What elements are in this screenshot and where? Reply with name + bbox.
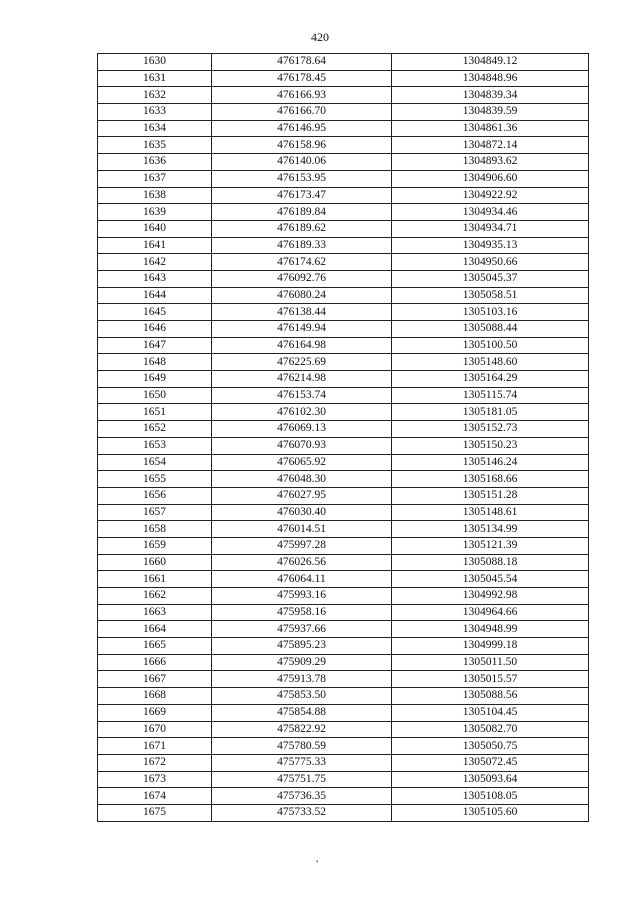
x-coordinate-cell: 476214.98 (212, 371, 392, 388)
point-number-cell: 1651 (98, 404, 212, 421)
y-coordinate-cell: 1304861.36 (392, 120, 589, 137)
table-row (98, 487, 589, 504)
point-number-cell: 1642 (98, 254, 212, 271)
y-coordinate-cell: 1304964.66 (392, 604, 589, 621)
x-coordinate-cell: 475913.78 (212, 671, 392, 688)
table-row (98, 287, 589, 304)
table-row (98, 788, 589, 805)
x-coordinate-cell: 476149.94 (212, 321, 392, 338)
table-row (98, 771, 589, 788)
coordinates-table (97, 53, 589, 822)
x-coordinate-cell: 476166.93 (212, 87, 392, 104)
x-coordinate-cell: 475909.29 (212, 654, 392, 671)
y-coordinate-cell: 1304950.66 (392, 254, 589, 271)
table-row (98, 354, 589, 371)
point-number-cell: 1643 (98, 270, 212, 287)
y-coordinate-cell: 1305150.23 (392, 437, 589, 454)
y-coordinate-cell: 1305050.75 (392, 738, 589, 755)
point-number-cell: 1647 (98, 337, 212, 354)
y-coordinate-cell: 1304839.59 (392, 104, 589, 121)
y-coordinate-cell: 1305100.50 (392, 337, 589, 354)
x-coordinate-cell: 475775.33 (212, 754, 392, 771)
point-number-cell: 1659 (98, 537, 212, 554)
y-coordinate-cell: 1305011.50 (392, 654, 589, 671)
point-number-cell: 1650 (98, 387, 212, 404)
y-coordinate-cell: 1305088.44 (392, 321, 589, 338)
point-number-cell: 1660 (98, 554, 212, 571)
table-row (98, 804, 589, 821)
table-row (98, 204, 589, 221)
table-row (98, 404, 589, 421)
point-number-cell: 1635 (98, 137, 212, 154)
y-coordinate-cell: 1305105.60 (392, 804, 589, 821)
point-number-cell: 1645 (98, 304, 212, 321)
point-number-cell: 1632 (98, 87, 212, 104)
y-coordinate-cell: 1305088.18 (392, 554, 589, 571)
scan-speck: • (316, 858, 319, 866)
point-number-cell: 1661 (98, 571, 212, 588)
y-coordinate-cell: 1305058.51 (392, 287, 589, 304)
y-coordinate-cell: 1304872.14 (392, 137, 589, 154)
point-number-cell: 1657 (98, 504, 212, 521)
page-number: 420 (311, 30, 329, 44)
x-coordinate-cell: 476189.33 (212, 237, 392, 254)
x-coordinate-cell: 476140.06 (212, 154, 392, 171)
table-row (98, 270, 589, 287)
point-number-cell: 1653 (98, 437, 212, 454)
x-coordinate-cell: 476064.11 (212, 571, 392, 588)
point-number-cell: 1630 (98, 54, 212, 71)
x-coordinate-cell: 475822.92 (212, 721, 392, 738)
coordinates-table-body (98, 54, 589, 822)
x-coordinate-cell: 476173.47 (212, 187, 392, 204)
point-number-cell: 1654 (98, 454, 212, 471)
y-coordinate-cell: 1305115.74 (392, 387, 589, 404)
y-coordinate-cell: 1304935.13 (392, 237, 589, 254)
point-number-cell: 1662 (98, 588, 212, 605)
point-number-cell: 1655 (98, 471, 212, 488)
table-row (98, 504, 589, 521)
point-number-cell: 1669 (98, 704, 212, 721)
table-row (98, 588, 589, 605)
y-coordinate-cell: 1304992.98 (392, 588, 589, 605)
table-row (98, 220, 589, 237)
y-coordinate-cell: 1305148.60 (392, 354, 589, 371)
point-number-cell: 1640 (98, 220, 212, 237)
y-coordinate-cell: 1305093.64 (392, 771, 589, 788)
y-coordinate-cell: 1305181.05 (392, 404, 589, 421)
table-row (98, 387, 589, 404)
point-number-cell: 1648 (98, 354, 212, 371)
x-coordinate-cell: 476069.13 (212, 421, 392, 438)
point-number-cell: 1671 (98, 738, 212, 755)
point-number-cell: 1665 (98, 638, 212, 655)
x-coordinate-cell: 476092.76 (212, 270, 392, 287)
table-row (98, 754, 589, 771)
point-number-cell: 1667 (98, 671, 212, 688)
table-row (98, 704, 589, 721)
point-number-cell: 1666 (98, 654, 212, 671)
table-row (98, 537, 589, 554)
point-number-cell: 1639 (98, 204, 212, 221)
point-number-cell: 1631 (98, 70, 212, 87)
x-coordinate-cell: 475751.75 (212, 771, 392, 788)
y-coordinate-cell: 1305164.29 (392, 371, 589, 388)
table-row (98, 437, 589, 454)
table-row (98, 254, 589, 271)
x-coordinate-cell: 476065.92 (212, 454, 392, 471)
y-coordinate-cell: 1305088.56 (392, 688, 589, 705)
y-coordinate-cell: 1304934.71 (392, 220, 589, 237)
point-number-cell: 1637 (98, 170, 212, 187)
x-coordinate-cell: 476178.45 (212, 70, 392, 87)
y-coordinate-cell: 1305121.39 (392, 537, 589, 554)
x-coordinate-cell: 476174.62 (212, 254, 392, 271)
point-number-cell: 1652 (98, 421, 212, 438)
point-number-cell: 1644 (98, 287, 212, 304)
table-row (98, 371, 589, 388)
x-coordinate-cell: 475854.88 (212, 704, 392, 721)
x-coordinate-cell: 476138.44 (212, 304, 392, 321)
y-coordinate-cell: 1304839.34 (392, 87, 589, 104)
table-row (98, 421, 589, 438)
table-row (98, 688, 589, 705)
table-row (98, 571, 589, 588)
y-coordinate-cell: 1305103.16 (392, 304, 589, 321)
table-row (98, 638, 589, 655)
table-row (98, 521, 589, 538)
point-number-cell: 1634 (98, 120, 212, 137)
y-coordinate-cell: 1304999.18 (392, 638, 589, 655)
point-number-cell: 1658 (98, 521, 212, 538)
table-row (98, 154, 589, 171)
x-coordinate-cell: 476080.24 (212, 287, 392, 304)
table-row (98, 337, 589, 354)
y-coordinate-cell: 1305146.24 (392, 454, 589, 471)
y-coordinate-cell: 1305015.57 (392, 671, 589, 688)
y-coordinate-cell: 1305045.54 (392, 571, 589, 588)
table-row (98, 187, 589, 204)
point-number-cell: 1673 (98, 771, 212, 788)
y-coordinate-cell: 1304948.99 (392, 621, 589, 638)
x-coordinate-cell: 476164.98 (212, 337, 392, 354)
table-row (98, 70, 589, 87)
point-number-cell: 1656 (98, 487, 212, 504)
y-coordinate-cell: 1305072.45 (392, 754, 589, 771)
point-number-cell: 1649 (98, 371, 212, 388)
table-row (98, 671, 589, 688)
table-row (98, 120, 589, 137)
x-coordinate-cell: 475853.50 (212, 688, 392, 705)
y-coordinate-cell: 1305082.70 (392, 721, 589, 738)
point-number-cell: 1646 (98, 321, 212, 338)
table-row (98, 721, 589, 738)
table-row (98, 304, 589, 321)
table-row (98, 604, 589, 621)
y-coordinate-cell: 1305148.61 (392, 504, 589, 521)
y-coordinate-cell: 1305152.73 (392, 421, 589, 438)
x-coordinate-cell: 476166.70 (212, 104, 392, 121)
table-row (98, 54, 589, 71)
point-number-cell: 1674 (98, 788, 212, 805)
y-coordinate-cell: 1305151.28 (392, 487, 589, 504)
x-coordinate-cell: 476048.30 (212, 471, 392, 488)
table-row (98, 137, 589, 154)
x-coordinate-cell: 475958.16 (212, 604, 392, 621)
x-coordinate-cell: 476158.96 (212, 137, 392, 154)
table-row (98, 654, 589, 671)
table-row (98, 321, 589, 338)
table-row (98, 87, 589, 104)
point-number-cell: 1672 (98, 754, 212, 771)
x-coordinate-cell: 476153.95 (212, 170, 392, 187)
point-number-cell: 1638 (98, 187, 212, 204)
y-coordinate-cell: 1304906.60 (392, 170, 589, 187)
point-number-cell: 1675 (98, 804, 212, 821)
y-coordinate-cell: 1305045.37 (392, 270, 589, 287)
table-row (98, 237, 589, 254)
y-coordinate-cell: 1304848.96 (392, 70, 589, 87)
table-row (98, 454, 589, 471)
point-number-cell: 1641 (98, 237, 212, 254)
x-coordinate-cell: 475780.59 (212, 738, 392, 755)
x-coordinate-cell: 476026.56 (212, 554, 392, 571)
x-coordinate-cell: 476189.84 (212, 204, 392, 221)
y-coordinate-cell: 1304922.92 (392, 187, 589, 204)
y-coordinate-cell: 1305134.99 (392, 521, 589, 538)
x-coordinate-cell: 476027.95 (212, 487, 392, 504)
y-coordinate-cell: 1305168.66 (392, 471, 589, 488)
table-row (98, 170, 589, 187)
x-coordinate-cell: 475997.28 (212, 537, 392, 554)
table-row (98, 471, 589, 488)
x-coordinate-cell: 476178.64 (212, 54, 392, 71)
x-coordinate-cell: 476102.30 (212, 404, 392, 421)
y-coordinate-cell: 1304934.46 (392, 204, 589, 221)
x-coordinate-cell: 476189.62 (212, 220, 392, 237)
x-coordinate-cell: 476153.74 (212, 387, 392, 404)
y-coordinate-cell: 1304849.12 (392, 54, 589, 71)
table-row (98, 738, 589, 755)
point-number-cell: 1670 (98, 721, 212, 738)
x-coordinate-cell: 476146.95 (212, 120, 392, 137)
table-row (98, 621, 589, 638)
table-row (98, 104, 589, 121)
x-coordinate-cell: 476225.69 (212, 354, 392, 371)
table-row (98, 554, 589, 571)
y-coordinate-cell: 1304893.62 (392, 154, 589, 171)
x-coordinate-cell: 475993.16 (212, 588, 392, 605)
x-coordinate-cell: 475736.35 (212, 788, 392, 805)
x-coordinate-cell: 475895.23 (212, 638, 392, 655)
point-number-cell: 1633 (98, 104, 212, 121)
point-number-cell: 1668 (98, 688, 212, 705)
x-coordinate-cell: 476030.40 (212, 504, 392, 521)
x-coordinate-cell: 475733.52 (212, 804, 392, 821)
y-coordinate-cell: 1305108.05 (392, 788, 589, 805)
y-coordinate-cell: 1305104.45 (392, 704, 589, 721)
x-coordinate-cell: 476070.93 (212, 437, 392, 454)
point-number-cell: 1664 (98, 621, 212, 638)
point-number-cell: 1636 (98, 154, 212, 171)
point-number-cell: 1663 (98, 604, 212, 621)
x-coordinate-cell: 475937.66 (212, 621, 392, 638)
x-coordinate-cell: 476014.51 (212, 521, 392, 538)
